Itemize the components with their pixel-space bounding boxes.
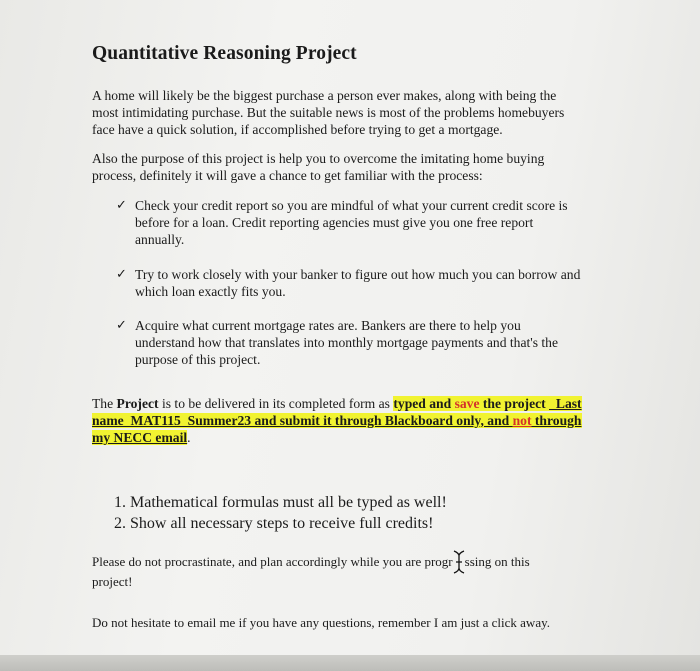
document-title: Quantitative Reasoning Project: [92, 43, 357, 64]
project-bold: Project: [116, 396, 159, 411]
numbered-item: 1. Mathematical formulas must all be typed as well!: [114, 494, 447, 511]
numbered-list: [114, 492, 584, 534]
checklist-item-text: Try to work closely with your banker to figure out how much you can borrow and which loan exactly fits you.: [135, 267, 581, 299]
checkmark-icon: ✓: [116, 198, 127, 213]
highlighted-instructions: typed and save the project _Last name_MAT115_Summer23 and submit it through Blackboard only, and not through my NECC email: [92, 396, 582, 445]
checklist-item-text: Acquire what current mortgage rates are. Bankers are there to help you understand how that translates into monthly mortgage payments and that's the purpose of this project.: [135, 318, 559, 367]
delivery-paragraph: The Project is to be delivered in its completed form as typed and save the project _Last name_MAT115_Summer23 and submit it through Blackboard only, and not through my NECC email.: [92, 396, 582, 445]
checklist-item-text: Check your credit report so you are mindful of what your current credit score is before for a loan. Credit reporting agencies must give you one free report annually.: [135, 198, 568, 247]
procrastinate-paragraph: Please do not procrastinate, and plan accordingly while you are progr ssing on this project!: [92, 550, 572, 591]
text-cursor-icon: [453, 550, 465, 574]
page-bottom-edge: [0, 655, 700, 671]
purpose-paragraph: Also the purpose of this project is help you to overcome the imitating home buying process, definitely it will gave a chance to get familiar with the process:: [92, 151, 545, 183]
checkmark-icon: ✓: [116, 267, 127, 282]
intro-paragraph: A home will likely be the biggest purchase a person ever makes, along with being the most intimidating purchase. But the suitable news is most of the problems homebuyers face have a quick solution, if accomplished before trying to get a mortgage.: [92, 88, 565, 137]
numbered-item: 2. Show all necessary steps to receive full credits!: [114, 515, 434, 532]
checkmark-icon: ✓: [116, 318, 127, 333]
closing-paragraph: Do not hesitate to email me if you have any questions, remember I am just a click away.: [92, 615, 550, 630]
